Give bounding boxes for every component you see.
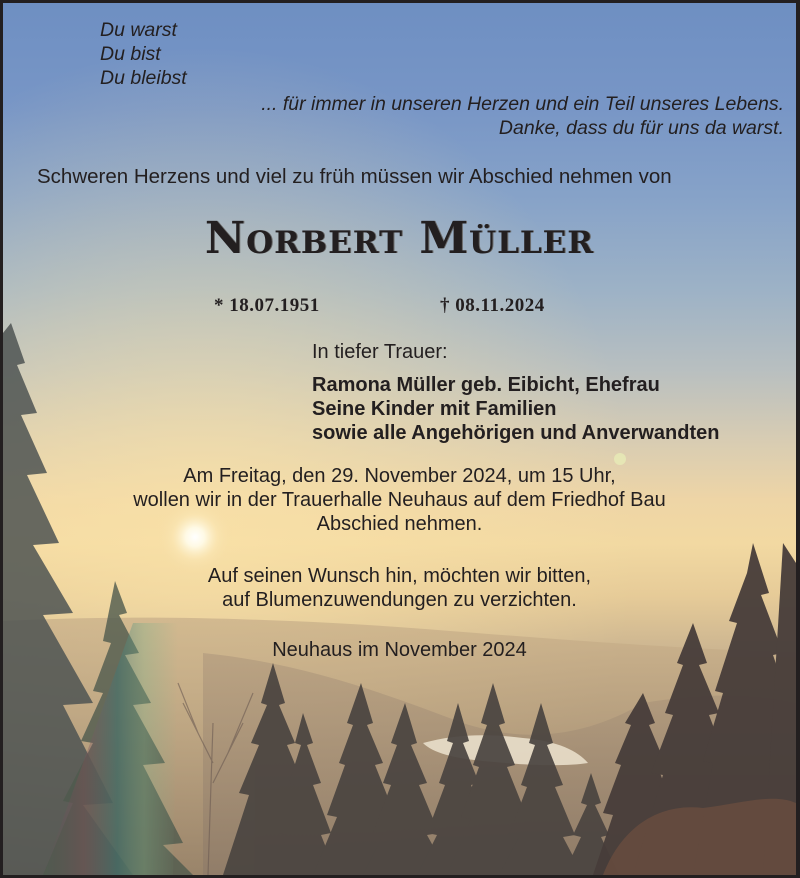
death-date: † 08.11.2024	[440, 295, 545, 316]
mourners-label: In tiefer Trauer:	[312, 341, 448, 363]
deceased-name: Norbert Müller	[204, 213, 595, 264]
mourner-3: sowie alle Angehörigen und Anverwandten	[312, 422, 720, 444]
poem-continuation-1: ... für immer in unseren Herzen und ein Teil unseres Lebens.	[261, 93, 784, 115]
intro-text: Schweren Herzens und viel zu früh müssen wir Abschied nehmen von	[37, 165, 672, 188]
poem-continuation-2: Danke, dass du für uns da warst.	[498, 117, 784, 139]
birth-date: * 18.07.1951	[214, 295, 320, 316]
ceremony-line-1: Am Freitag, den 29. November 2024, um 15 Uhr,	[183, 465, 616, 487]
ceremony-line-3: Abschied nehmen.	[316, 513, 483, 535]
mourner-2: Seine Kinder mit Familien	[312, 398, 557, 420]
request-line-2: auf Blumenzuwendungen zu verzichten.	[222, 589, 577, 611]
place-date: Neuhaus im November 2024	[272, 639, 527, 661]
request-line-1: Auf seinen Wunsch hin, möchten wir bitten,	[207, 565, 592, 587]
poem-line-2: Du bist	[100, 43, 161, 65]
obituary-card	[3, 3, 796, 875]
ceremony-line-2: wollen wir in der Trauerhalle Neuhaus auf dem Friedhof Bau	[133, 489, 666, 511]
poem-line-3: Du bleibst	[100, 67, 187, 89]
poem-line-1: Du warst	[100, 19, 177, 41]
mourner-1: Ramona Müller geb. Eibicht, Ehefrau	[312, 374, 660, 396]
